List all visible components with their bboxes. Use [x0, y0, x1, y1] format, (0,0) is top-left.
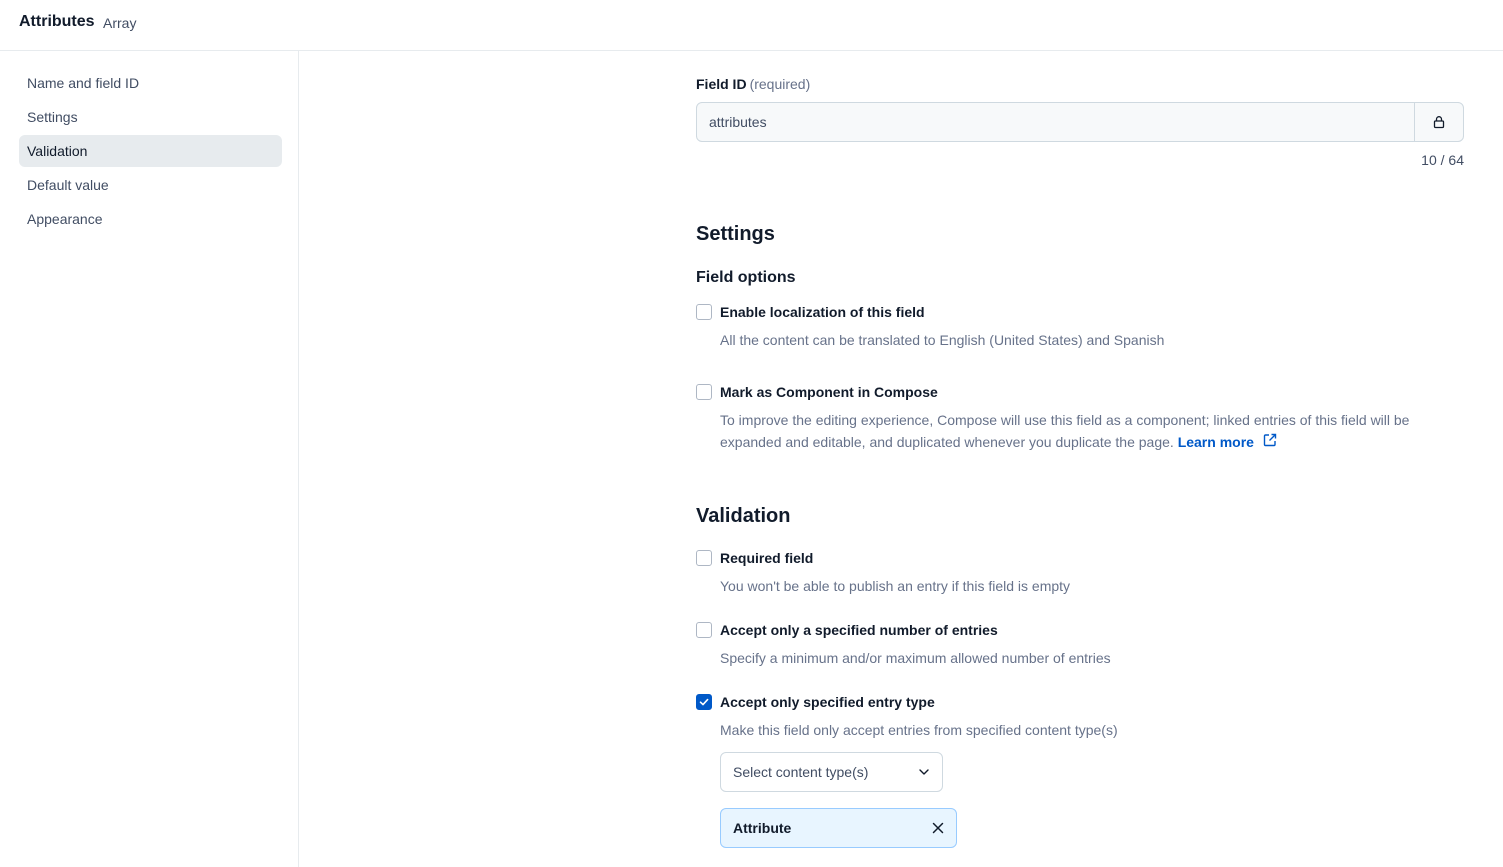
settings-heading: Settings [696, 223, 775, 245]
sidebar-item-name-and-field-id[interactable]: Name and field ID [27, 75, 140, 91]
compose-checkbox[interactable] [696, 384, 712, 400]
sidebar-item-validation[interactable]: Validation [19, 135, 282, 167]
compose-label: Mark as Component in Compose [720, 384, 938, 400]
checkmark-icon [698, 696, 710, 708]
field-options-heading: Field options [696, 269, 796, 286]
field-type-label: Array [103, 15, 137, 31]
selected-content-type-label: Attribute [733, 820, 792, 836]
localization-help: All the content can be translated to English (United States) and Spanish [720, 332, 1165, 348]
entry-count-option [696, 620, 998, 640]
required-label: Required field [720, 550, 814, 566]
entry-type-help: Make this field only accept entries from specified content type(s) [720, 722, 1118, 738]
entry-count-label: Accept only a specified number of entries [720, 622, 998, 638]
compose-help [720, 409, 1464, 453]
required-option [696, 548, 813, 568]
sidebar-item-appearance[interactable]: Appearance [27, 211, 103, 227]
field-id-label-text: Field ID [696, 76, 747, 92]
remove-content-type-button[interactable] [932, 822, 944, 834]
field-id-input-group [696, 102, 1464, 142]
compose-help-line-1: To improve the editing experience, Compose will use this field as a component; linked entries of this field will be [720, 412, 1410, 428]
chevron-down-icon [918, 766, 930, 778]
content-type-select-placeholder: Select content type(s) [733, 764, 869, 780]
localization-label: Enable localization of this field [720, 304, 925, 320]
lock-icon [1432, 115, 1446, 129]
localization-option [696, 302, 925, 322]
validation-heading: Validation [696, 505, 791, 527]
character-counter: 10 / 64 [1421, 152, 1464, 168]
learn-more-label: Learn more [1177, 434, 1254, 450]
selected-content-type-pill [720, 808, 957, 848]
compose-option [696, 382, 938, 402]
localization-checkbox[interactable] [696, 304, 712, 320]
content-type-select[interactable] [720, 752, 943, 792]
page-header [0, 0, 1503, 51]
entry-type-label: Accept only specified entry type [720, 694, 935, 710]
field-id-label [696, 76, 810, 92]
unlock-field-id-button[interactable] [1414, 103, 1463, 141]
required-help: You won't be able to publish an entry if this field is empty [720, 578, 1071, 594]
page-title: Attributes [19, 13, 95, 30]
field-id-input[interactable] [697, 103, 1415, 141]
compose-help-line-2 [720, 431, 1464, 453]
required-checkbox[interactable] [696, 550, 712, 566]
sidebar-item-settings[interactable]: Settings [27, 109, 78, 125]
entry-count-help: Specify a minimum and/or maximum allowed number of entries [720, 650, 1111, 666]
learn-more-link[interactable] [1178, 434, 1278, 450]
close-icon [932, 822, 944, 834]
required-indicator: (required) [749, 76, 811, 92]
compose-help-text: expanded and editable, and duplicated whenever you duplicate the page. [720, 434, 1174, 450]
sidebar-nav [0, 51, 299, 867]
entry-type-option [696, 692, 935, 712]
entry-type-checkbox[interactable] [696, 694, 712, 710]
external-link-icon [1262, 432, 1278, 448]
entry-count-checkbox[interactable] [696, 622, 712, 638]
sidebar-item-default-value[interactable]: Default value [27, 177, 109, 193]
